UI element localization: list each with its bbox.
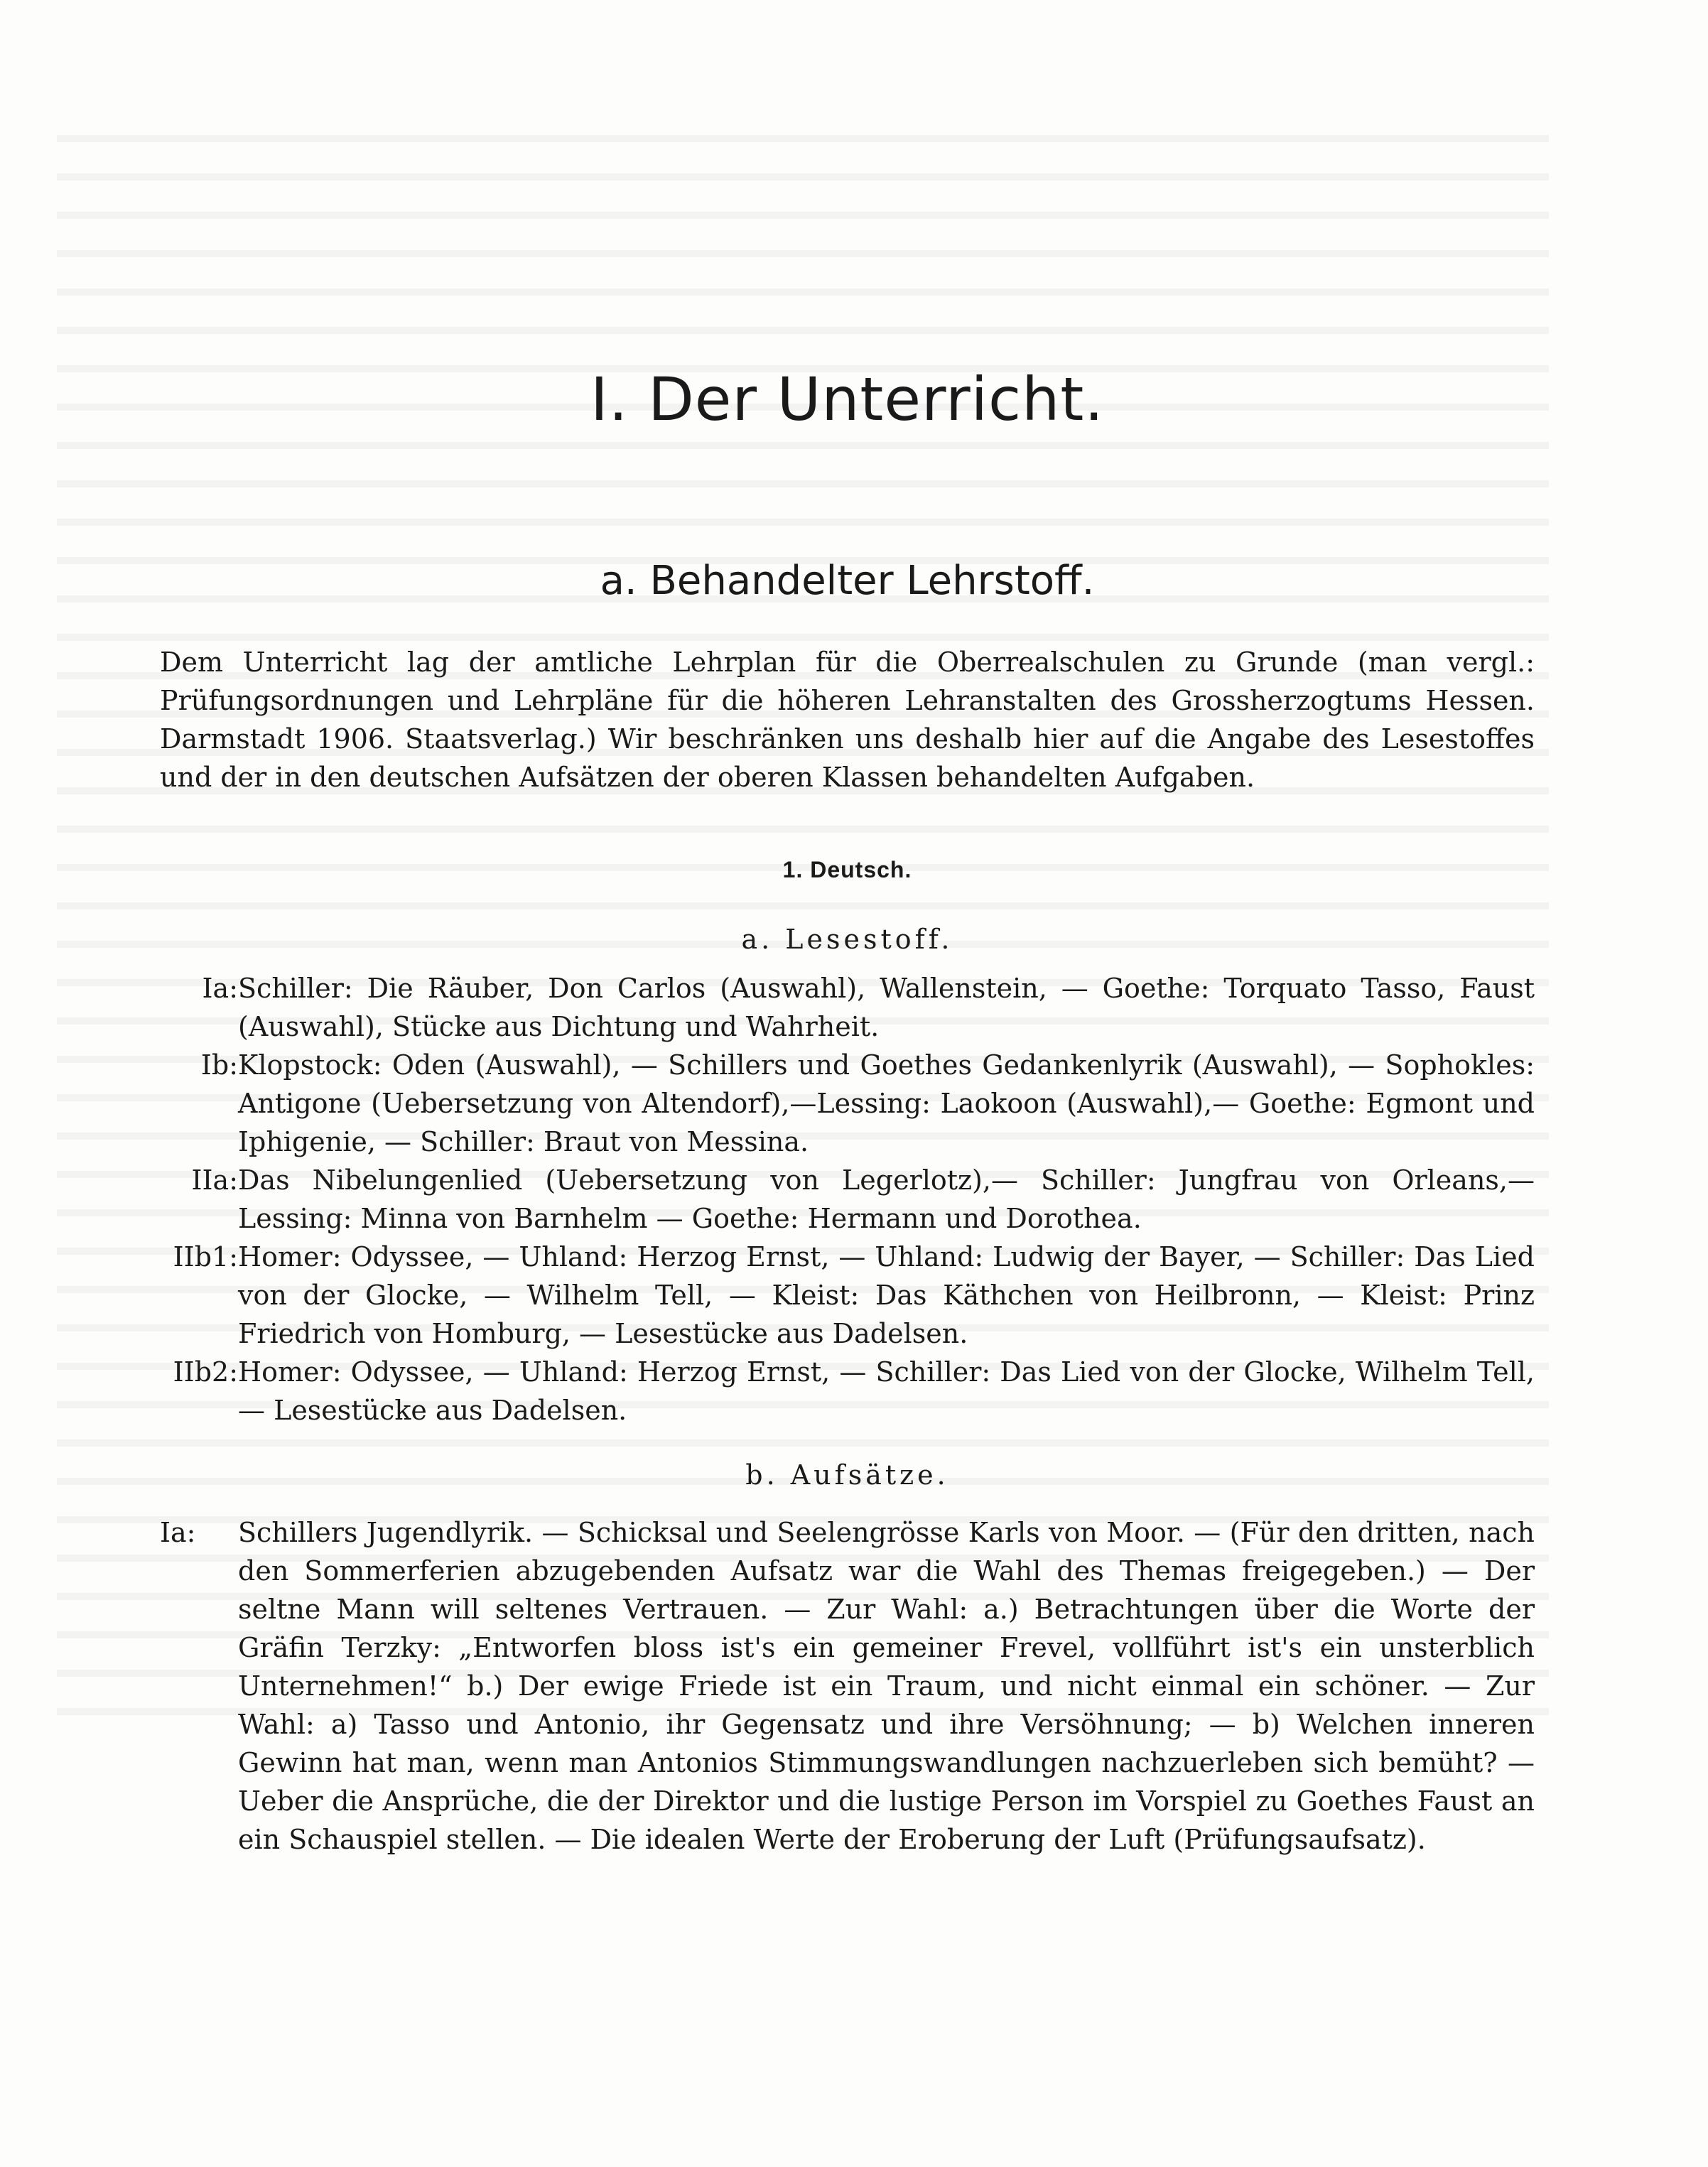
- entry-text: Klopstock: Oden (Auswahl), — Schillers und Goethes Gedankenlyrik (Auswahl), — Sophokles: Antigone (Uebersetzung von Altendorf),—Lessing: Laokoon (Auswahl),— Goethe: Egmont und Iphigenie, — Schiller: Braut von Messina.: [238, 1049, 1535, 1157]
- entry-text: Schiller: Die Räuber, Don Carlos (Auswahl), Wallenstein, — Goethe: Torquato Tasso, Faust (Auswahl), Stücke aus Dichtung und Wahrheit.: [238, 973, 1535, 1042]
- intro-paragraph: Dem Unterricht lag der amtliche Lehrplan für die Oberrealschulen zu Grunde (man vergl.: Prüfungsordnungen und Lehrpläne für die höheren Lehranstalten des Grossherzogtums Hessen. Darmstadt 1906. Staatsverlag.) Wir beschränken uns deshalb hier auf die Angabe des Lesestoffes und der in den deutschen Aufsätzen der oberen Klassen behandelten Aufgaben.: [160, 647, 1535, 793]
- subsection-heading-aufsaetze: b. Aufsätze.: [745, 1459, 949, 1491]
- class-label: Ib:: [200, 1049, 238, 1081]
- section-heading-deutsch: 1. Deutsch.: [782, 857, 912, 882]
- entry-text: Homer: Odyssee, — Uhland: Herzog Ernst, — Uhland: Ludwig der Bayer, — Schiller: Das Lied von der Glocke, — Wilhelm Tell, — Kleist: Das Käthchen von Heilbronn, — Kleist: Prinz Friedrich von Homburg, — Lesestücke aus Dadelsen.: [238, 1241, 1535, 1349]
- subsection-heading-lesestoff: a. Lesestoff.: [741, 924, 953, 955]
- list-item: [160, 969, 1535, 1046]
- class-label: IIb2:: [173, 1356, 238, 1388]
- lesestoff-list: [160, 969, 1535, 1430]
- class-label: IIa:: [191, 1164, 238, 1196]
- entry-text: Schillers Jugendlyrik. — Schicksal und Seelengrösse Karls von Moor. — (Für den dritten, nach den Sommerferien abzugebenden Aufsatz war die Wahl des Themas freigegeben.) — Der seltne Mann will seltenes Vertrauen. — Zur Wahl: a.) Betrachtungen über die Worte der Gräfin Terzky: „Entworfen bloss ist's ein gemeiner Frevel, vollführt ist's ein unsterblich Unternehmen!“ b.) Der ewige Friede ist ein Traum, und nicht einmal ein schöner. — Zur Wahl: a) Tasso und Antonio, ihr Gegensatz und ihre Versöhnung; — b) Welchen inneren Gewinn hat man, wenn man Antonios Stimmungswandlungen nachzuerleben sich bemüht? — Ueber die Ansprüche, die der Direktor und die lustige Person im Vorspiel zu Goethes Faust an ein Schauspiel stellen. — Die idealen Werte der Eroberung der Luft (Prüfungsaufsatz).: [238, 1517, 1535, 1855]
- class-label: Ia:: [202, 973, 238, 1004]
- list-item: [160, 1353, 1535, 1430]
- page-subtitle: a. Behandelter Lehrstoff.: [600, 558, 1095, 604]
- page-title: I. Der Unterricht.: [590, 364, 1105, 434]
- list-item: [160, 1046, 1535, 1161]
- class-label: IIb1:: [173, 1241, 238, 1272]
- list-item: [160, 1238, 1535, 1353]
- aufsaetze-list: [160, 1513, 1535, 1859]
- entry-text: Das Nibelungenlied (Uebersetzung von Legerlotz),— Schiller: Jungfrau von Orleans,— Lessing: Minna von Barnhelm — Goethe: Hermann und Dorothea.: [238, 1164, 1535, 1234]
- class-label: Ia:: [160, 1517, 196, 1548]
- list-item: [160, 1161, 1535, 1238]
- list-item: [160, 1513, 1535, 1859]
- entry-text: Homer: Odyssee, — Uhland: Herzog Ernst, — Schiller: Das Lied von der Glocke, Wilhelm Tell, — Lesestücke aus Dadelsen.: [238, 1356, 1535, 1426]
